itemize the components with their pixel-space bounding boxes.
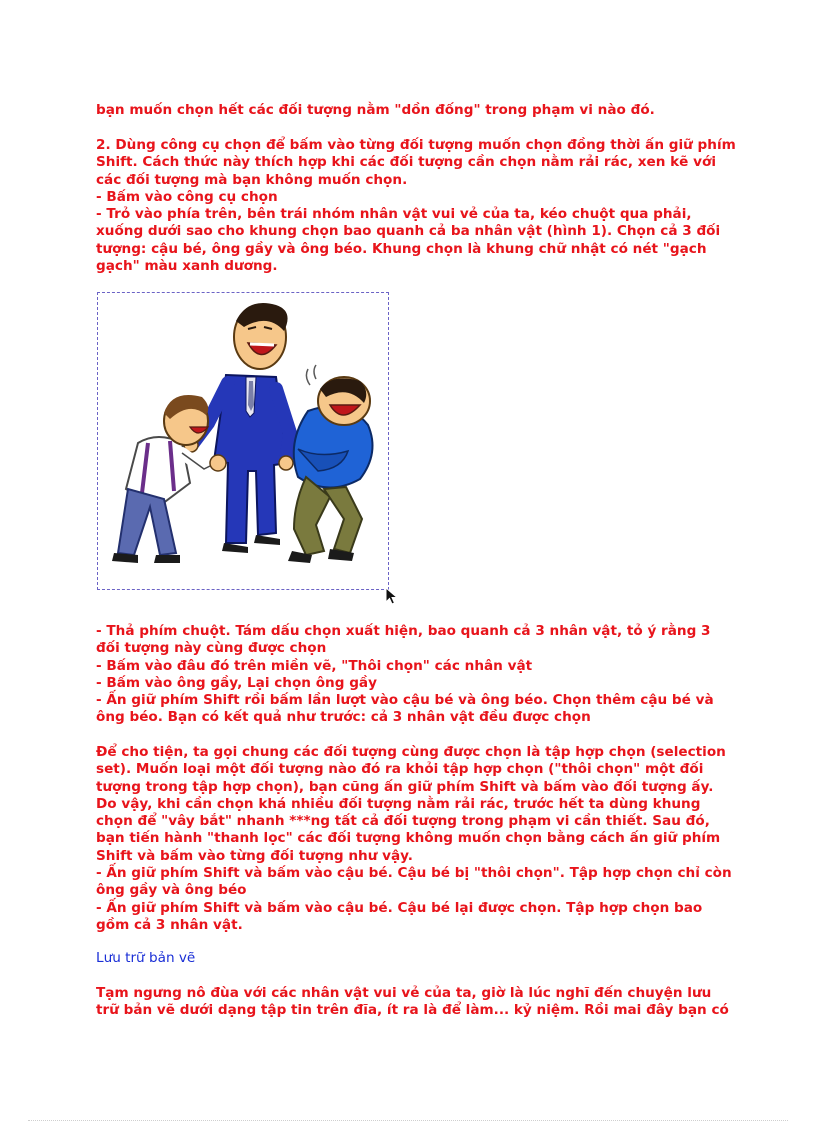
text-line: - Bấm vào công cụ chọn [96,188,278,205]
figure-selection-frame [97,292,389,590]
footer-divider [28,1120,788,1121]
text-line: các đối tượng mà bạn không muốn chọn. [96,171,408,188]
text-line: Tạm ngưng nô đùa với các nhân vật vui vẻ của ta, giờ là lúc nghĩ đến chuyện lưu [96,985,712,1001]
text-line: Do vậy, khi cần chọn khá nhiều đối tượng nằm rải rác, trước hết ta dùng khung [96,795,701,812]
text-line: - Ấn giữ phím Shift và bấm vào cậu bé. Cậu bé bị "thôi chọn". Tập hợp chọn chỉ còn [96,865,732,882]
text-line: Để cho tiện, ta gọi chung các đối tượng cùng được chọn là tập hợp chọn (selection [96,744,726,760]
text-line: bạn tiến hành "thanh lọc" các đối tượng không muốn chọn bằng cách ấn giữ phím [96,830,721,847]
text-line: trữ bản vẽ dưới dạng tập tin trên đĩa, ít ra là để làm... kỷ niệm. Rồi mai đây bạn có [96,1002,729,1019]
text-line: 2. Dùng công cụ chọn để bấm vào từng đối tượng muốn chọn đồng thời ấn giữ phím [96,137,736,153]
text-line: tượng: cậu bé, ông gầy và ông béo. Khung chọn là khung chữ nhật có nét "gạch [96,240,707,257]
paragraph-save-drawing [96,985,736,1020]
fat-man-figure [288,365,373,563]
text-line: - Bấm vào ông gầy, Lại chọn ông gầy [96,674,377,691]
text-line: chọn để "vây bắt" nhanh ***ng tất cả đối tượng trong phạm vi cần thiết. Sau đó, [96,813,710,830]
mouse-pointer-icon [385,587,399,607]
text-line: Shift và bấm vào từng đối tượng như vậy. [96,847,413,864]
heading-text: Lưu trữ bản vẽ [96,950,196,966]
paragraph-release-mouse [96,623,736,727]
cartoon-characters-illustration [98,293,388,589]
text-line: đối tượng này cùng được chọn [96,640,327,657]
text-line: ông gầy và ông béo [96,882,247,899]
text-line: - Bấm vào đâu đó trên miền vẽ, "Thôi chọn" các nhân vật [96,657,533,674]
text-line: bạn muốn chọn hết các đối tượng nằm "dồn đống" trong phạm vi nào đó. [96,102,655,118]
text-line: - Ấn giữ phím Shift và bấm vào cậu bé. Cậu bé lại được chọn. Tập hợp chọn bao [96,899,703,916]
text-line: set). Muốn loại một đối tượng nào đó ra khỏi tập hợp chọn ("thôi chọn" một đối [96,761,704,778]
text-line: - Ấn giữ phím Shift rồi bấm lần lượt vào cậu bé và ông béo. Chọn thêm cậu bé và [96,692,714,709]
text-line: gồm cả 3 nhân vật. [96,916,243,933]
paragraph-selection-intro [96,102,736,119]
text-line: tượng trong tập hợp chọn), bạn cũng ấn giữ phím Shift và bấm vào đối tượng ấy. [96,778,714,795]
text-line: xuống dưới sao cho khung chọn bao quanh cả ba nhân vật (hình 1). Chọn cả 3 đối [96,223,721,240]
paragraph-shift-select [96,137,736,275]
text-line: gạch" màu xanh dương. [96,258,278,275]
section-heading [96,950,736,967]
text-line: Shift. Cách thức này thích hợp khi các đối tượng cần chọn nằm rải rác, xen kẽ với [96,154,716,171]
paragraph-selection-set [96,744,736,934]
young-man-figure [112,395,226,563]
text-line: - Thả phím chuột. Tám dấu chọn xuất hiện, bao quanh cả 3 nhân vật, tỏ ý rằng 3 [96,623,711,639]
text-line: ông béo. Bạn có kết quả như trước: cả 3 nhân vật đều được chọn [96,709,591,726]
text-line: - Trỏ vào phía trên, bên trái nhóm nhân vật vui vẻ của ta, kéo chuột qua phải, [96,206,692,223]
